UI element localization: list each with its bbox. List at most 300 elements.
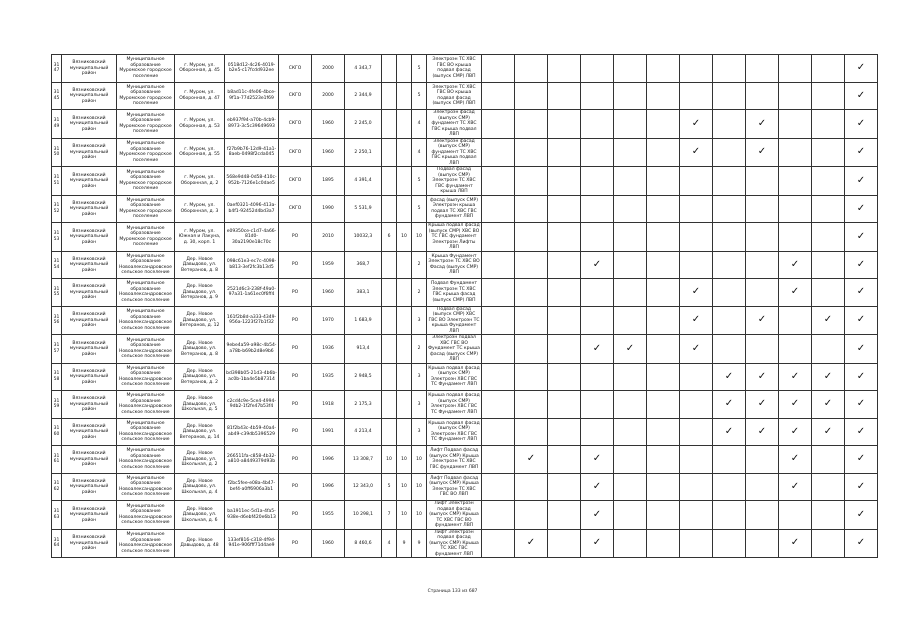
check-cell — [647, 82, 680, 110]
check-cell — [548, 110, 581, 139]
check-cell — [581, 529, 614, 558]
row-number: 3155 — [52, 279, 62, 307]
check-cell — [614, 55, 647, 83]
checkmark-icon: ✓ — [691, 146, 701, 158]
floors-max-cell — [397, 110, 412, 139]
table-row — [52, 223, 878, 252]
district-cell: Вязниковский муниципальный район — [62, 223, 117, 252]
check-cell — [680, 418, 713, 446]
municipality-cell: Муниципальное образование Новоалександровское сельское поселение — [117, 251, 175, 279]
check-cell — [581, 306, 614, 335]
check-cell — [779, 279, 812, 307]
area-cell: 13 308,7 — [345, 446, 382, 474]
row-number: 3163 — [52, 501, 62, 530]
type-cell: РО — [279, 306, 312, 335]
works-list-cell: Электроэн ТС ХВС ГВС ВО крыша подвал фасад (выпуск СМР) ЛВП — [427, 82, 482, 110]
check-cell — [581, 55, 614, 83]
check-cell — [581, 446, 614, 474]
checkmark-icon: ✓ — [757, 314, 767, 326]
type-cell: СКГО — [279, 110, 312, 139]
check-cell — [515, 446, 548, 474]
address-cell: Дер. Новое Давыдово, ул. Школьная, д. 2 — [175, 446, 225, 474]
check-cell — [680, 195, 713, 223]
works-list-cell: Подвал фасад (выпуск СМР) Электроэн ТС ХВС ГВС фундамент крыша ЛВП — [427, 167, 482, 196]
checkmark-icon: ✓ — [856, 174, 866, 186]
checkmark-icon: ✓ — [592, 453, 602, 465]
type-cell: РО — [279, 418, 312, 446]
checkmark-icon: ✓ — [724, 398, 734, 410]
check-cell — [779, 391, 812, 419]
check-cell — [746, 418, 779, 446]
area-cell: 10032,3 — [345, 223, 382, 252]
check-cell — [746, 279, 779, 307]
lift-count-cell — [382, 55, 397, 83]
address-cell: Дер. Новое Давыдово, ул. Ветеранов, д. 8 — [175, 335, 225, 364]
lift-count-cell: 5 — [382, 473, 397, 501]
row-number: 3159 — [52, 391, 62, 419]
checkmark-icon: ✓ — [757, 117, 767, 129]
check-cell — [614, 110, 647, 139]
table-body — [52, 55, 878, 558]
address-cell: Дер. Новое Давыдово, ул. Ветеранов, д. 8 — [175, 251, 225, 279]
check-cell — [614, 138, 647, 167]
check-cell — [845, 195, 878, 223]
check-cell — [779, 251, 812, 279]
floors-max-cell — [397, 363, 412, 391]
check-cell — [713, 446, 746, 474]
district-cell: Вязниковский муниципальный район — [62, 251, 117, 279]
check-cell — [581, 391, 614, 419]
check-cell — [812, 363, 845, 391]
check-cell — [779, 501, 812, 530]
district-cell: Вязниковский муниципальный район — [62, 446, 117, 474]
fias-code-cell: f27b9b76-12d9-41a1-8aeb-0498f2cda045 — [225, 138, 279, 167]
check-cell — [581, 501, 614, 530]
floors-max-cell — [397, 251, 412, 279]
municipality-cell: Муниципальное образование Муромское городское поселение — [117, 110, 175, 139]
check-cell — [746, 251, 779, 279]
lift-count-cell — [382, 391, 397, 419]
check-cell — [746, 138, 779, 167]
municipality-cell: Муниципальное образование Новоалександровское сельское поселение — [117, 391, 175, 419]
check-cell — [614, 529, 647, 558]
fias-code-cell: c2cd4c9e-5ce4-4994-9db2-1f2fe47b53f4 — [225, 391, 279, 419]
row-number: 3154 — [52, 251, 62, 279]
municipality-cell: Муниципальное образование Муромское городское поселение — [117, 195, 175, 223]
check-cell — [680, 55, 713, 83]
floors-cell: 5 — [412, 195, 427, 223]
row-number: 3153 — [52, 223, 62, 252]
check-cell — [647, 363, 680, 391]
check-cell — [680, 306, 713, 335]
works-list-cell: Лифт Подвал фасад (выпуск СМР) Крыша Электроэн ТС ХВС ГВС фундамент ЛВП — [427, 446, 482, 474]
check-cell — [482, 529, 515, 558]
municipality-cell: Муниципальное образование Новоалександровское сельское поселение — [117, 473, 175, 501]
floors-max-cell: 10 — [397, 223, 412, 252]
checkmark-icon: ✓ — [757, 425, 767, 437]
checkmark-icon: ✓ — [625, 342, 635, 354]
check-cell — [482, 446, 515, 474]
floors-cell: 9 — [412, 529, 427, 558]
works-list-cell: Крыша подвал фасад (выпуск СМР) ХВС ВО ТС ГВС фундамент Электроэн Лифты ЛВП — [428, 223, 480, 250]
check-cell — [581, 82, 614, 110]
year-cell: 2000 — [312, 55, 345, 83]
lift-count-cell: 10 — [382, 446, 397, 474]
checkmark-icon: ✓ — [856, 230, 866, 242]
address-cell: г. Муром, ул. Оборонная, д. 53 — [175, 110, 225, 139]
works-list-cell: Электроэн ТС ХВС ГВС ВО крыша подвал фасад (выпуск СМР) ЛВП — [427, 55, 482, 83]
checkmark-icon: ✓ — [526, 453, 536, 465]
checkmark-icon: ✓ — [526, 537, 536, 549]
address-cell: Дер. Новое Давыдово, ул. Школьная, д. 6 — [175, 501, 225, 530]
check-cell — [647, 138, 680, 167]
check-cell — [746, 223, 779, 252]
area-cell: 2 175,3 — [345, 391, 382, 419]
check-cell — [581, 138, 614, 167]
type-cell: РО — [279, 446, 312, 474]
checkmark-icon: ✓ — [592, 480, 602, 492]
fias-code-cell: 81f2b43c-4b59-40a4-ab49-c39db5396529 — [225, 418, 279, 446]
row-number: 3162 — [52, 473, 62, 501]
check-cell — [581, 251, 614, 279]
check-cell — [713, 279, 746, 307]
works-list-cell: Лифт Электроэн подвал фасад (выпуск СМР) Крыша ТС ХВС ГВС ВО фундамент ЛВП — [427, 501, 482, 530]
check-cell — [515, 223, 548, 252]
checkmark-icon: ✓ — [790, 425, 800, 437]
address-cell: г. Муром, ул. Оборонная, д. 47 — [175, 82, 225, 110]
checkmark-icon: ✓ — [691, 342, 701, 354]
checkmark-icon: ✓ — [592, 508, 602, 520]
check-cell — [779, 363, 812, 391]
check-cell — [581, 335, 614, 364]
area-cell: 2 250,1 — [345, 138, 382, 167]
lift-count-cell: 6 — [382, 223, 397, 252]
address-cell: Дер. Новое Давыдово, ул. Школьная, д. 5 — [175, 391, 225, 419]
check-cell — [845, 82, 878, 110]
floors-max-cell — [397, 195, 412, 223]
floors-max-cell — [397, 138, 412, 167]
check-cell — [746, 306, 779, 335]
district-cell: Вязниковский муниципальный район — [62, 167, 117, 196]
lift-count-cell: 4 — [382, 529, 397, 558]
floors-cell: 10 — [412, 446, 427, 474]
area-cell: 2 948,5 — [345, 363, 382, 391]
year-cell: 1960 — [312, 110, 345, 139]
check-cell — [548, 335, 581, 364]
check-cell — [548, 306, 581, 335]
check-cell — [614, 446, 647, 474]
check-cell — [614, 82, 647, 110]
checkmark-icon: ✓ — [856, 202, 866, 214]
checkmark-icon: ✓ — [856, 370, 866, 382]
area-cell: 8 460,6 — [345, 529, 382, 558]
row-number: 3152 — [52, 195, 62, 223]
check-cell — [548, 223, 581, 252]
check-cell — [680, 110, 713, 139]
check-cell — [515, 251, 548, 279]
check-cell — [713, 335, 746, 364]
lift-count-cell — [382, 138, 397, 167]
address-cell: Дер. Новое Давыдово, ул. Ветеранов, д. 14 — [175, 418, 225, 446]
area-cell: 12 343,0 — [345, 473, 382, 501]
check-cell — [647, 279, 680, 307]
check-cell — [482, 279, 515, 307]
floors-cell: 4 — [412, 110, 427, 139]
check-cell — [548, 529, 581, 558]
check-cell — [647, 473, 680, 501]
type-cell: РО — [279, 473, 312, 501]
check-cell — [548, 501, 581, 530]
works-list-cell: Электроэн фасад (выпуск СМР) фундамент ТС ХВС ГВС крыша подвал ЛВП — [427, 110, 482, 139]
checkmark-icon: ✓ — [790, 537, 800, 549]
district-cell: Вязниковский муниципальный район — [62, 529, 117, 558]
checkmark-icon: ✓ — [790, 258, 800, 270]
check-cell — [515, 391, 548, 419]
check-cell — [812, 418, 845, 446]
check-cell — [647, 529, 680, 558]
type-cell: РО — [279, 363, 312, 391]
works-list-cell: Электроэн подвал ХВС ГВС ВО Фундамент ТС крыша фасад (выпуск СМР) ЛВП — [428, 335, 480, 362]
address-cell: г. Муром, ул. Оборонная, д. 2 — [175, 167, 225, 196]
check-cell — [845, 138, 878, 167]
check-cell — [680, 82, 713, 110]
area-cell: 2 344,9 — [345, 82, 382, 110]
checkmark-icon: ✓ — [592, 258, 602, 270]
checkmark-icon: ✓ — [856, 453, 866, 465]
fias-code-cell: 161f2b8d-a333-4349-956a-1223f27b1f32 — [225, 306, 279, 335]
area-cell: 913,4 — [345, 335, 382, 364]
check-cell — [515, 501, 548, 530]
lift-count-cell — [382, 110, 397, 139]
address-cell: г. Муром, ул. Оборонная, д. 55 — [175, 138, 225, 167]
floors-cell: 5 — [412, 55, 427, 83]
floors-cell: 2 — [412, 279, 427, 307]
check-cell — [713, 418, 746, 446]
check-cell — [614, 363, 647, 391]
check-cell — [482, 391, 515, 419]
type-cell: СКГО — [279, 55, 312, 83]
row-number: 3157 — [52, 335, 62, 364]
page-footer: Страница 133 из 687 — [427, 589, 478, 594]
area-cell: 1 683,9 — [345, 306, 382, 335]
check-cell — [515, 335, 548, 364]
check-cell — [779, 167, 812, 196]
checkmark-icon: ✓ — [724, 370, 734, 382]
check-cell — [515, 82, 548, 110]
fias-code-cell: 0518d12-4c26-4019-b2e5-c17fcdd932ee — [225, 55, 279, 83]
check-cell — [845, 279, 878, 307]
check-cell — [515, 110, 548, 139]
check-cell — [581, 418, 614, 446]
works-list-cell: Подвал фасад (выпуск СМР) ХВС ГВС ВО Электроэн ТС крыша Фундамент ЛВП — [427, 306, 482, 335]
check-cell — [845, 167, 878, 196]
district-cell: Вязниковский муниципальный район — [62, 418, 117, 446]
check-cell — [482, 195, 515, 223]
check-cell — [845, 363, 878, 391]
row-number: 3145 — [52, 82, 62, 110]
checkmark-icon: ✓ — [856, 286, 866, 298]
district-cell: Вязниковский муниципальный район — [62, 82, 117, 110]
check-cell — [647, 110, 680, 139]
year-cell: 1996 — [312, 473, 345, 501]
fias-code-cell: f2bc5fee-e08a-4b47-bef4-a0ff6906a3b1 — [225, 473, 279, 501]
lift-count-cell — [382, 279, 397, 307]
check-cell — [614, 195, 647, 223]
municipality-cell: Муниципальное образование Муромское городское поселение — [117, 55, 175, 83]
check-cell — [548, 167, 581, 196]
check-cell — [548, 391, 581, 419]
municipality-cell: Муниципальное образование Новоалександровское сельское поселение — [117, 279, 175, 307]
check-cell — [680, 529, 713, 558]
works-list-cell: Крыша Фундамент Электроэн ТС ХВС ВО Фасад (выпуск СМР) ЛВП — [427, 251, 482, 279]
check-cell — [548, 363, 581, 391]
fias-code-cell: ba1911ec-5d1a-4fa5-938e-d6ebf420e6b13 — [225, 501, 279, 530]
check-cell — [812, 335, 845, 364]
lift-count-cell — [382, 418, 397, 446]
check-cell — [482, 501, 515, 530]
check-cell — [779, 82, 812, 110]
municipality-cell: Муниципальное образование Муромское городское поселение — [117, 223, 175, 252]
check-cell — [779, 446, 812, 474]
type-cell: СКГО — [279, 82, 312, 110]
year-cell: 1960 — [312, 138, 345, 167]
floors-cell: 3 — [412, 418, 427, 446]
floors-cell: 3 — [412, 363, 427, 391]
checkmark-icon: ✓ — [856, 89, 866, 101]
area-cell: 4 391,4 — [345, 167, 382, 196]
fias-code-cell: b8ad11c-4fe06-4bce-9f1a-77d2523e1f69 — [225, 82, 279, 110]
check-cell — [812, 223, 845, 252]
address-cell: Дер. Новое Давыдово, ул. Ветеранов, д. 2 — [175, 363, 225, 391]
municipality-cell: Муниципальное образование Новоалександровское сельское поселение — [117, 335, 175, 364]
check-cell — [680, 138, 713, 167]
check-cell — [746, 195, 779, 223]
municipality-cell: Муниципальное образование Муромское городское поселение — [117, 82, 175, 110]
check-cell — [614, 251, 647, 279]
table-row — [52, 167, 878, 196]
checkmark-icon: ✓ — [592, 537, 602, 549]
check-cell — [746, 55, 779, 83]
fias-code-cell: 098c61e3-ec7c-4098-b813-3ef2fc3b13d5 — [225, 251, 279, 279]
check-cell — [845, 251, 878, 279]
floors-cell: 10 — [412, 473, 427, 501]
table-row — [52, 363, 878, 391]
check-cell — [812, 138, 845, 167]
table-row — [52, 473, 878, 501]
works-list-cell: Лифт Электроэн подвал фасад (выпуск СМР) Крыша ТС ХВС ГВС фундамент ЛВП — [427, 529, 482, 558]
checkmark-icon: ✓ — [856, 537, 866, 549]
check-cell — [482, 335, 515, 364]
district-cell: Вязниковский муниципальный район — [62, 195, 117, 223]
check-cell — [845, 473, 878, 501]
check-cell — [647, 55, 680, 83]
checkmark-icon: ✓ — [823, 398, 833, 410]
address-cell: г. Муром, ул. Оборонная, д. 45 — [175, 55, 225, 83]
check-cell — [812, 446, 845, 474]
check-cell — [812, 501, 845, 530]
check-cell — [812, 55, 845, 83]
checkmark-icon: ✓ — [823, 314, 833, 326]
table-row — [52, 55, 878, 83]
works-list-cell: Подвал Фундамент Электроэн ТС ХВС ГВС крыша фасад (выпуск СМР) ЛВП — [427, 279, 482, 307]
district-cell: Вязниковский муниципальный район — [62, 306, 117, 335]
floors-max-cell — [397, 335, 412, 364]
check-cell — [614, 167, 647, 196]
check-cell — [482, 110, 515, 139]
fias-code-cell: e09350ce-c1d7-4a66-81d0-30a2190e18c70c — [225, 223, 279, 252]
district-cell: Вязниковский муниципальный район — [62, 55, 117, 83]
check-cell — [515, 138, 548, 167]
check-cell — [713, 167, 746, 196]
check-cell — [812, 251, 845, 279]
municipality-cell: Муниципальное образование Новоалександровское сельское поселение — [117, 418, 175, 446]
check-cell — [812, 110, 845, 139]
checkmark-icon: ✓ — [856, 258, 866, 270]
area-cell: 10 298,1 — [345, 501, 382, 530]
check-cell — [779, 418, 812, 446]
checkmark-icon: ✓ — [823, 425, 833, 437]
area-cell: 383,1 — [345, 279, 382, 307]
floors-max-cell: 10 — [397, 446, 412, 474]
checkmark-icon: ✓ — [856, 62, 866, 74]
type-cell: СКГО — [279, 138, 312, 167]
check-cell — [482, 82, 515, 110]
checkmark-icon: ✓ — [856, 342, 866, 354]
fias-code-cell: 133ef816-c318-4f9d-941e-906fff71d4ae9 — [225, 529, 279, 558]
address-cell: Дер. Новое Давыдово, ул. Школьная, д. 4 — [175, 473, 225, 501]
lift-count-cell — [382, 251, 397, 279]
check-cell — [581, 167, 614, 196]
checkmark-icon: ✓ — [856, 117, 866, 129]
floors-max-cell — [397, 82, 412, 110]
check-cell — [482, 363, 515, 391]
check-cell — [482, 167, 515, 196]
check-cell — [812, 82, 845, 110]
table-row — [52, 251, 878, 279]
checkmark-icon: ✓ — [691, 286, 701, 298]
works-list-cell: Крыша подвал фасад (выпуск СМР) Электроэн ХВС ГВС ТС Фундамент ЛВП — [427, 391, 482, 419]
check-cell — [515, 363, 548, 391]
checkmark-icon: ✓ — [856, 314, 866, 326]
municipality-cell: Муниципальное образование Новоалександровское сельское поселение — [117, 306, 175, 335]
row-number: 3158 — [52, 363, 62, 391]
check-cell — [548, 138, 581, 167]
check-cell — [482, 473, 515, 501]
year-cell: 1935 — [312, 363, 345, 391]
check-cell — [845, 418, 878, 446]
check-cell — [779, 306, 812, 335]
check-cell — [779, 223, 812, 252]
table-row — [52, 335, 878, 364]
checkmark-icon: ✓ — [790, 286, 800, 298]
floors-cell: 3 — [412, 391, 427, 419]
check-cell — [812, 529, 845, 558]
lift-count-cell — [382, 306, 397, 335]
type-cell: РО — [279, 279, 312, 307]
check-cell — [548, 279, 581, 307]
check-cell — [713, 363, 746, 391]
checkmark-icon: ✓ — [856, 508, 866, 520]
check-cell — [548, 195, 581, 223]
check-cell — [581, 363, 614, 391]
row-number: 3147 — [52, 55, 62, 83]
works-list-cell: Крыша подвал фасад (выпуск СМР) Электроэн ХВС ГВС ТС Фундамент ЛВП — [427, 418, 482, 446]
type-cell: РО — [279, 223, 312, 252]
check-cell — [680, 335, 713, 364]
checkmark-icon: ✓ — [757, 398, 767, 410]
check-cell — [482, 223, 515, 252]
floors-cell: 5 — [412, 82, 427, 110]
